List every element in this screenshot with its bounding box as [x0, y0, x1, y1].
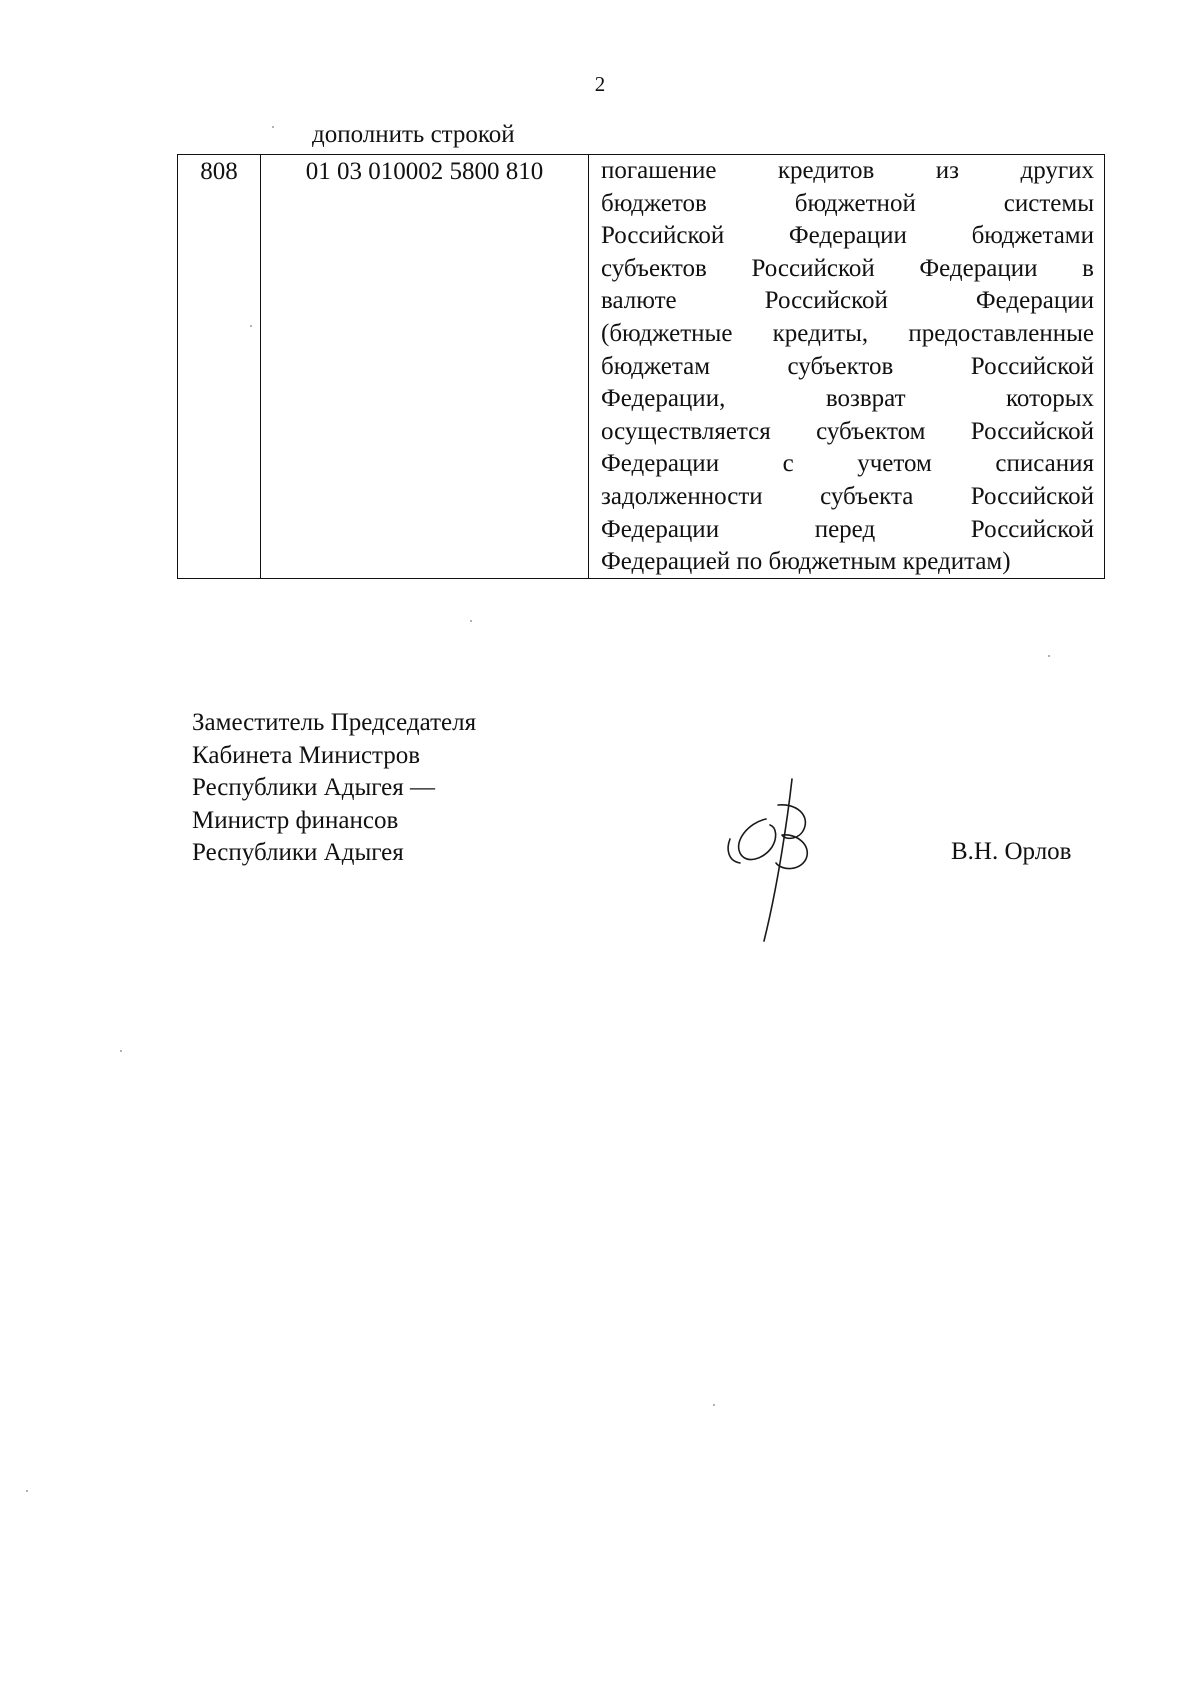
position-line: Министр финансов [192, 806, 399, 834]
scan-speck [250, 325, 252, 327]
scan-speck [26, 1490, 28, 1492]
description-line: (бюджетные кредиты, предоставленные [601, 319, 1094, 347]
budget-code-table [177, 154, 1105, 579]
scan-speck [470, 620, 472, 622]
position-line: Заместитель Председателя [192, 709, 477, 736]
scan-speck [272, 126, 274, 128]
signer-position [192, 707, 476, 870]
page-number: 2 [594, 72, 606, 96]
description-line: Российской Федерации бюджетами [601, 222, 1094, 250]
position-line: Республики Адыгея [192, 839, 404, 866]
scan-speck [120, 1050, 122, 1052]
description-line: субъектов Российской Федерации в [601, 254, 1094, 282]
description-line: Федерации с учетом списания [601, 450, 1094, 478]
description-line: задолженности субъекта Российской [601, 482, 1094, 510]
signer-name: В.Н. Орлов [951, 838, 1072, 865]
description-line: погашение кредитов из других [601, 157, 1094, 184]
description-line: Федерации перед Российской [601, 515, 1094, 543]
scan-speck [1048, 655, 1050, 657]
description-line: Федерации, возврат которых [601, 385, 1094, 413]
description-line: Федерацией по бюджетным кредитам) [601, 548, 1011, 576]
description-line: осуществляется субъектом Российской [601, 417, 1094, 445]
description-line: бюджетам субъектов Российской [601, 352, 1094, 380]
description-cell [589, 155, 1104, 578]
position-line: Республики Адыгея — [192, 774, 436, 801]
handwritten-signature-icon [720, 775, 830, 945]
admin-code-cell: 808 [178, 155, 261, 578]
scan-speck [713, 1404, 715, 1406]
kbk-code-cell: 01 03 010002 5800 810 [261, 155, 589, 578]
description-line: бюджетов бюджетной системы [601, 189, 1094, 217]
description-line: валюте Российской Федерации [601, 287, 1094, 315]
position-line: Кабинета Министров [192, 741, 421, 769]
amendment-intro: дополнить строкой [312, 121, 515, 148]
